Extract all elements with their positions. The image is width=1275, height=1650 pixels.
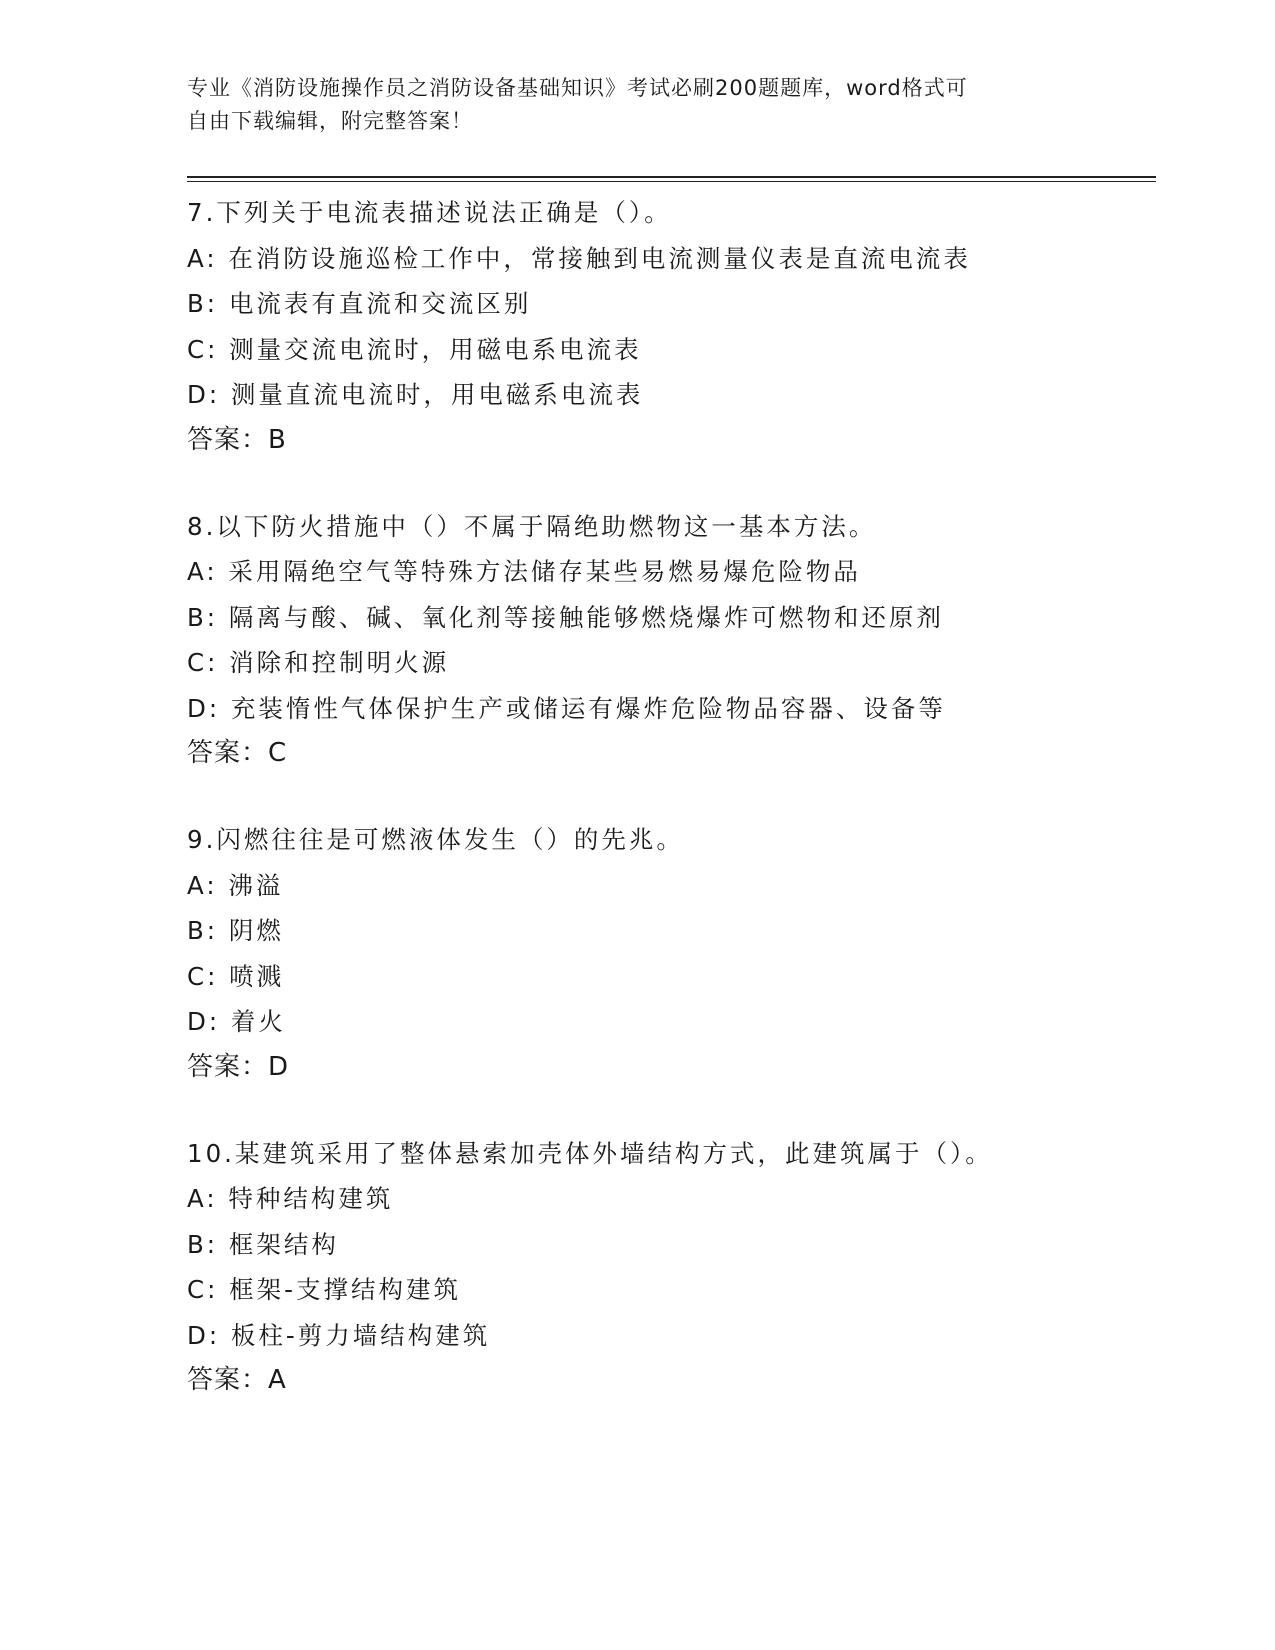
answer: 答案：C xyxy=(187,738,288,768)
question-stem: 7.下列关于电流表描述说法正确是（）。 xyxy=(187,198,672,227)
option-c: C: 测量交流电流时，用磁电系电流表 xyxy=(187,334,642,364)
header-divider-thin xyxy=(187,181,1156,182)
answer: 答案：B xyxy=(187,424,287,455)
option-d: D: 着火 xyxy=(187,1007,286,1036)
question-9 xyxy=(187,817,1147,1089)
option-c: C: 框架-支撑结构建筑 xyxy=(187,1275,461,1304)
question-7 xyxy=(187,190,1147,462)
option-a: A: 沸溢 xyxy=(187,870,284,900)
option-a: A: 在消防设施巡检工作中，常接触到电流测量仪表是直流电流表 xyxy=(187,243,971,273)
option-b: B: 隔离与酸、碱、氧化剂等接触能够燃烧爆炸可燃物和还原剂 xyxy=(187,602,944,632)
option-d: D: 充装惰性气体保护生产或储运有爆炸危险物品容器、设备等 xyxy=(187,693,946,723)
question-10 xyxy=(187,1131,1147,1403)
document-header xyxy=(187,72,1087,138)
question-stem: 10.某建筑采用了整体悬索加壳体外墙结构方式，此建筑属于（）。 xyxy=(187,1138,993,1168)
option-b: B: 电流表有直流和交流区别 xyxy=(187,289,532,318)
option-b: B: 阴燃 xyxy=(187,916,284,945)
option-a: A: 特种结构建筑 xyxy=(187,1184,394,1213)
question-list xyxy=(187,190,1147,1444)
answer: 答案：A xyxy=(187,1365,287,1395)
question-8 xyxy=(187,504,1147,776)
option-d: D: 板柱-剪力墙结构建筑 xyxy=(187,1320,491,1350)
question-stem: 8.以下防火措施中（）不属于隔绝助燃物这一基本方法。 xyxy=(187,511,877,541)
question-stem: 9.闪燃往往是可燃液体发生（）的先兆。 xyxy=(187,825,684,854)
header-line-1: 专业《消防设施操作员之消防设备基础知识》考试必刷200题题库，word格式可 xyxy=(187,76,968,100)
answer: 答案：D xyxy=(187,1051,290,1082)
option-a: A: 采用隔绝空气等特殊方法储存某些易燃易爆危险物品 xyxy=(187,557,861,586)
header-line-2: 自由下载编辑，附完整答案！ xyxy=(187,109,473,133)
option-c: C: 消除和控制明火源 xyxy=(187,648,450,677)
option-d: D: 测量直流电流时，用电磁系电流表 xyxy=(187,380,644,409)
option-c: C: 喷溅 xyxy=(187,961,285,991)
header-divider-thick xyxy=(187,176,1156,178)
option-b: B: 框架结构 xyxy=(187,1229,339,1259)
